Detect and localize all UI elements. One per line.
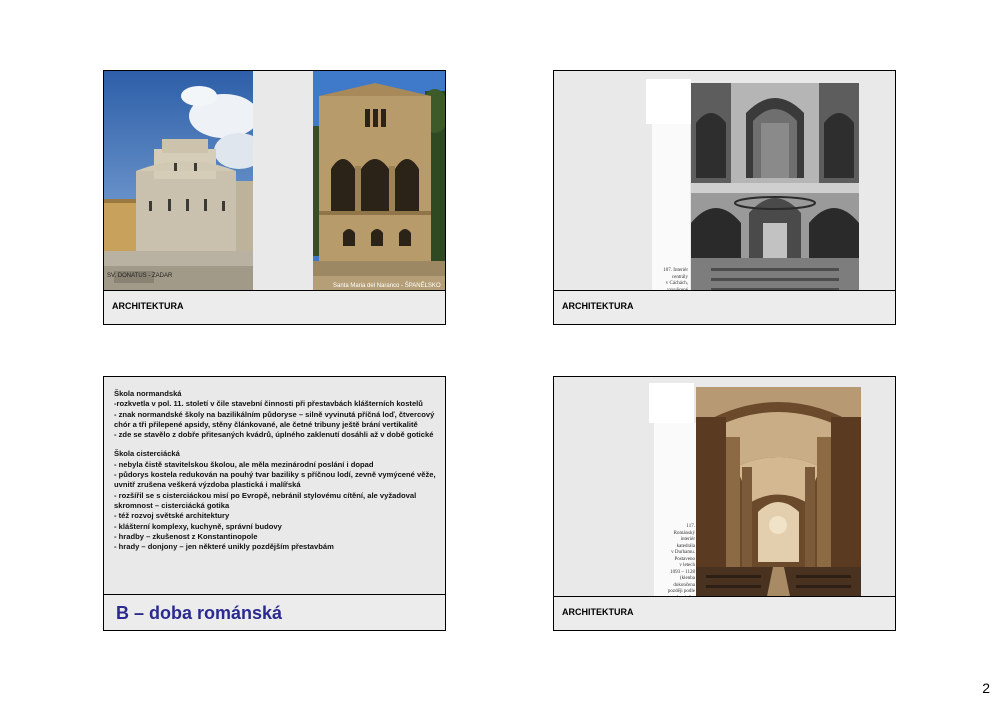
scan-white-patch xyxy=(646,79,691,124)
slide-2 xyxy=(553,70,896,325)
slide-4 xyxy=(553,376,896,631)
page-number: 2 xyxy=(982,680,990,696)
text-line: - zde se stavělo z dobře přitesaných kvádrů, úplného zaklenutí dosáhli až v době gotické xyxy=(114,430,434,440)
slide-3-footer xyxy=(104,594,445,630)
scan-caption-line: dokončena xyxy=(673,582,695,588)
sv-donatus-image xyxy=(104,71,253,293)
scan-caption-line: v letech xyxy=(679,563,695,568)
slide-1-footer-label: ARCHITEKTURA xyxy=(112,301,184,311)
scan-caption-line: v Cáchách, xyxy=(665,281,688,286)
photo-caption-left: SV. DONATUS - ZADAR xyxy=(107,273,173,279)
text-line: - hrady – donjony – jen některé unikly pozdějším přestavbám xyxy=(114,542,334,552)
scan-caption-line: centrály xyxy=(671,274,688,280)
text-line: - půdorys kostela redukován na pouhý tvar baziliky s příčnou lodí, zevně vymýcené věže, uvnitř zrušena veškerá výzdoba plastická i malířská xyxy=(114,470,436,490)
slide-4-footer xyxy=(554,596,895,630)
photo-sv-donatus xyxy=(104,71,253,293)
santa-maria-image xyxy=(313,71,446,293)
slide-3-title: B – doba románská xyxy=(116,603,283,623)
slide-1 xyxy=(103,70,446,325)
scan-caption-line: 117. xyxy=(686,524,695,529)
scan-caption-line: interiér xyxy=(680,537,695,542)
text-line: - hradby – zkušenost z Konstantinopole xyxy=(114,531,258,541)
slide-1-footer xyxy=(104,290,445,324)
scan-caption-line: katedrála xyxy=(676,543,695,549)
text-line: - znak normandské školy na bazilikálním půdoryse – silně vyvinutá příčná loď, čtvercový chór a tři přilepené apsidy, stěny článkované, ale četné tribuny ještě brání vertikalitě xyxy=(114,409,435,429)
slide-3 xyxy=(103,376,446,631)
section-heading-normandska: Škola normandská xyxy=(114,389,182,398)
photo-aachen-interior xyxy=(691,83,859,302)
photo-caption-right: Santa Maria del Naranco - ŠPANĚLSKO xyxy=(333,283,441,289)
scan-caption-line: v Durhamu. xyxy=(671,550,695,555)
aachen-interior-image xyxy=(691,83,859,302)
scan-caption-line: 1093 – 1128 xyxy=(670,569,695,575)
text-line: - též rozvoj světské architektury xyxy=(114,511,230,521)
scan-caption-line: později podle xyxy=(667,589,695,594)
text-line: -rozkvetla v pol. 11. století v čile stavební činnosti při přestavbách klášterních kostelů xyxy=(114,399,423,409)
scan-caption-line: Románský xyxy=(673,530,695,536)
scan-white-patch xyxy=(649,383,694,423)
slide-3-body xyxy=(114,389,444,552)
slide-2-footer xyxy=(554,290,895,324)
photo-durham-interior xyxy=(696,387,861,601)
scan-caption-line: (klenba xyxy=(680,576,695,581)
durham-interior-image xyxy=(696,387,861,601)
section-heading-cistercka: Škola cisterciácká xyxy=(114,449,180,459)
slide-2-footer-label: ARCHITEKTURA xyxy=(562,301,634,311)
text-line: - nebyla čistě stavitelskou školou, ale měla mezinárodní poslání i dopad xyxy=(114,459,374,469)
photo-santa-maria xyxy=(313,71,446,293)
scan-caption-line: 107. Interiér xyxy=(663,268,688,273)
slide-4-footer-label: ARCHITEKTURA xyxy=(562,607,634,617)
scan-caption-line: Postaveno xyxy=(674,556,695,562)
text-line: - klášterní komplexy, kuchyně, správní budovy xyxy=(114,521,282,531)
text-line: - rozšířil se s cisterciáckou misí po Evropě, nebránil stylovému cítění, ale vyžadoval skromnost – cisterciácká gotika xyxy=(114,490,417,510)
